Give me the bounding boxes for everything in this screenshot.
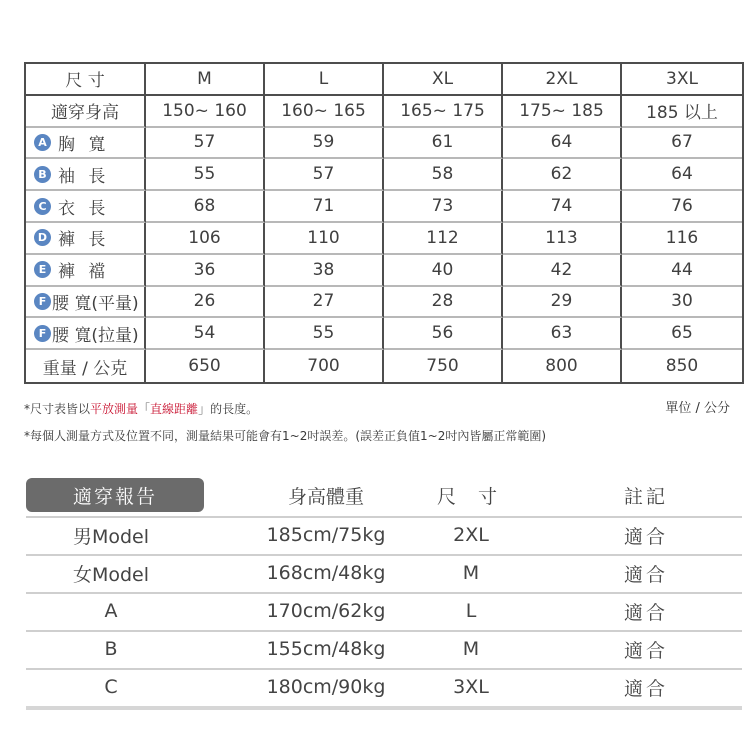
table-cell: 68 <box>146 191 265 223</box>
table-row <box>26 630 742 668</box>
row-label-sleeve <box>26 159 146 191</box>
size-header-xl: XL <box>384 64 503 96</box>
table-cell: 58 <box>384 159 503 191</box>
table-cell: 116 <box>622 223 742 255</box>
table-cell: 36 <box>146 255 265 287</box>
header-body: 身高體重 <box>287 485 364 508</box>
table-cell: 850 <box>665 356 699 377</box>
table-cell: 800 <box>503 350 622 382</box>
note-highlight: 直線距離 <box>150 402 199 416</box>
header-size: 尺 寸 <box>436 485 506 508</box>
note-text: 「 <box>138 402 151 416</box>
table-cell: 76 <box>622 191 742 223</box>
table-cell: 42 <box>503 255 622 287</box>
table-cell: 27 <box>265 287 384 319</box>
table-cell: 55 <box>265 318 384 350</box>
table-cell: 175~ 185 <box>503 96 622 128</box>
row-label-text: 腰 寬(拉量) <box>52 325 139 346</box>
badge-c-icon: C <box>34 198 51 215</box>
table-cell: 28 <box>384 287 503 319</box>
model-size: M <box>462 638 480 660</box>
header-remark: 註記 <box>623 485 668 508</box>
note-text: 」的長度。 <box>198 402 259 416</box>
table-cell: 74 <box>503 191 622 223</box>
model-remark: 適合 <box>623 525 668 548</box>
table-cell: 44 <box>622 255 742 287</box>
model-remark: 適合 <box>623 563 668 586</box>
fit-report-header <box>26 478 742 516</box>
model-body: 170cm/62kg <box>266 600 386 622</box>
table-row <box>26 554 742 592</box>
model-remark: 適合 <box>623 677 668 700</box>
row-label-waist-stretched <box>26 318 146 350</box>
size-chart-table <box>24 62 744 384</box>
badge-a-icon: A <box>34 134 51 151</box>
table-cell: 112 <box>384 223 503 255</box>
table-cell: 185 以上 <box>622 96 742 128</box>
row-label-text: 胸 寬 <box>58 134 110 155</box>
size-header-2xl: 2XL <box>503 64 622 96</box>
row-label-text: 袖 長 <box>58 166 110 187</box>
model-size: 3XL <box>453 676 489 698</box>
row-label-text: 褲 長 <box>58 230 110 251</box>
badge-f-icon: F <box>34 325 51 342</box>
table-cell: 57 <box>146 128 265 160</box>
unit-label: 單位 / 公分 <box>665 401 730 416</box>
height-row-label: 適穿身高 <box>26 96 146 128</box>
table-cell: 57 <box>265 159 384 191</box>
table-cell: 750 <box>384 350 503 382</box>
model-body: 185cm/75kg <box>266 524 386 546</box>
row-label-waist-flat <box>26 287 146 319</box>
note-highlight: 平放測量 <box>90 402 139 416</box>
measurement-note <box>24 400 258 417</box>
row-label-chest <box>26 128 146 160</box>
model-size: 2XL <box>453 524 489 546</box>
table-cell: 29 <box>503 287 622 319</box>
model-remark: 適合 <box>623 601 668 624</box>
model-size: M <box>462 562 480 584</box>
table-cell: 71 <box>265 191 384 223</box>
table-cell: 54 <box>146 318 265 350</box>
table-cell: 700 <box>265 350 384 382</box>
size-header-l: L <box>265 64 384 96</box>
size-header-m: M <box>146 64 265 96</box>
size-header-3xl: 3XL <box>622 64 742 96</box>
row-label-length <box>26 191 146 223</box>
model-name: B <box>104 638 118 660</box>
error-note: *每個人測量方式及位置不同，測量結果可能會有1~2吋誤差。(誤差正負值1~2吋內皆屬正常範圍) <box>24 429 547 443</box>
model-body: 168cm/48kg <box>266 562 386 584</box>
table-cell: 150~ 160 <box>146 96 265 128</box>
table-cell: 65 <box>622 318 742 350</box>
row-label-crotch <box>26 255 146 287</box>
table-row <box>26 516 742 554</box>
badge-b-icon: B <box>34 166 51 183</box>
table-cell: 38 <box>265 255 384 287</box>
row-label-pants-length <box>26 223 146 255</box>
model-name: 男Model <box>72 525 150 548</box>
fit-report-table <box>26 478 742 710</box>
table-cell: 113 <box>503 223 622 255</box>
table-cell: 64 <box>622 159 742 191</box>
badge-d-icon: D <box>34 229 51 246</box>
table-cell: 55 <box>146 159 265 191</box>
model-remark: 適合 <box>623 639 668 662</box>
model-name: A <box>104 600 118 622</box>
table-cell: 160~ 165 <box>265 96 384 128</box>
model-name: C <box>104 676 118 698</box>
table-cell: 650 <box>146 350 265 382</box>
table-cell: 40 <box>384 255 503 287</box>
badge-f-icon: F <box>34 293 51 310</box>
model-body: 155cm/48kg <box>266 638 386 660</box>
weight-row-label: 重量 / 公克 <box>26 350 146 382</box>
note-text: *尺寸表皆以 <box>24 402 91 416</box>
model-size: L <box>465 600 477 622</box>
table-cell: 61 <box>384 128 503 160</box>
row-label-text: 腰 寬(平量) <box>52 293 139 314</box>
table-cell: 30 <box>622 287 742 319</box>
model-name: 女Model <box>72 563 150 586</box>
table-cell: 106 <box>146 223 265 255</box>
table-cell: 165~ 175 <box>384 96 503 128</box>
table-cell: 56 <box>384 318 503 350</box>
table-cell: 63 <box>503 318 622 350</box>
table-cell: 73 <box>384 191 503 223</box>
table-cell: 110 <box>265 223 384 255</box>
fit-report-title: 適穿報告 <box>26 478 204 512</box>
row-label-text: 衣 長 <box>58 198 110 219</box>
table-cell: 59 <box>265 128 384 160</box>
model-body: 180cm/90kg <box>266 676 386 698</box>
row-label-text: 褲 襠 <box>58 262 110 283</box>
table-cell: 26 <box>146 287 265 319</box>
size-header-label: 尺 寸 <box>26 64 146 96</box>
badge-e-icon: E <box>34 261 51 278</box>
table-cell: 62 <box>503 159 622 191</box>
table-row <box>26 668 742 710</box>
table-cell: 67 <box>622 128 742 160</box>
table-cell: 64 <box>503 128 622 160</box>
table-row <box>26 592 742 630</box>
